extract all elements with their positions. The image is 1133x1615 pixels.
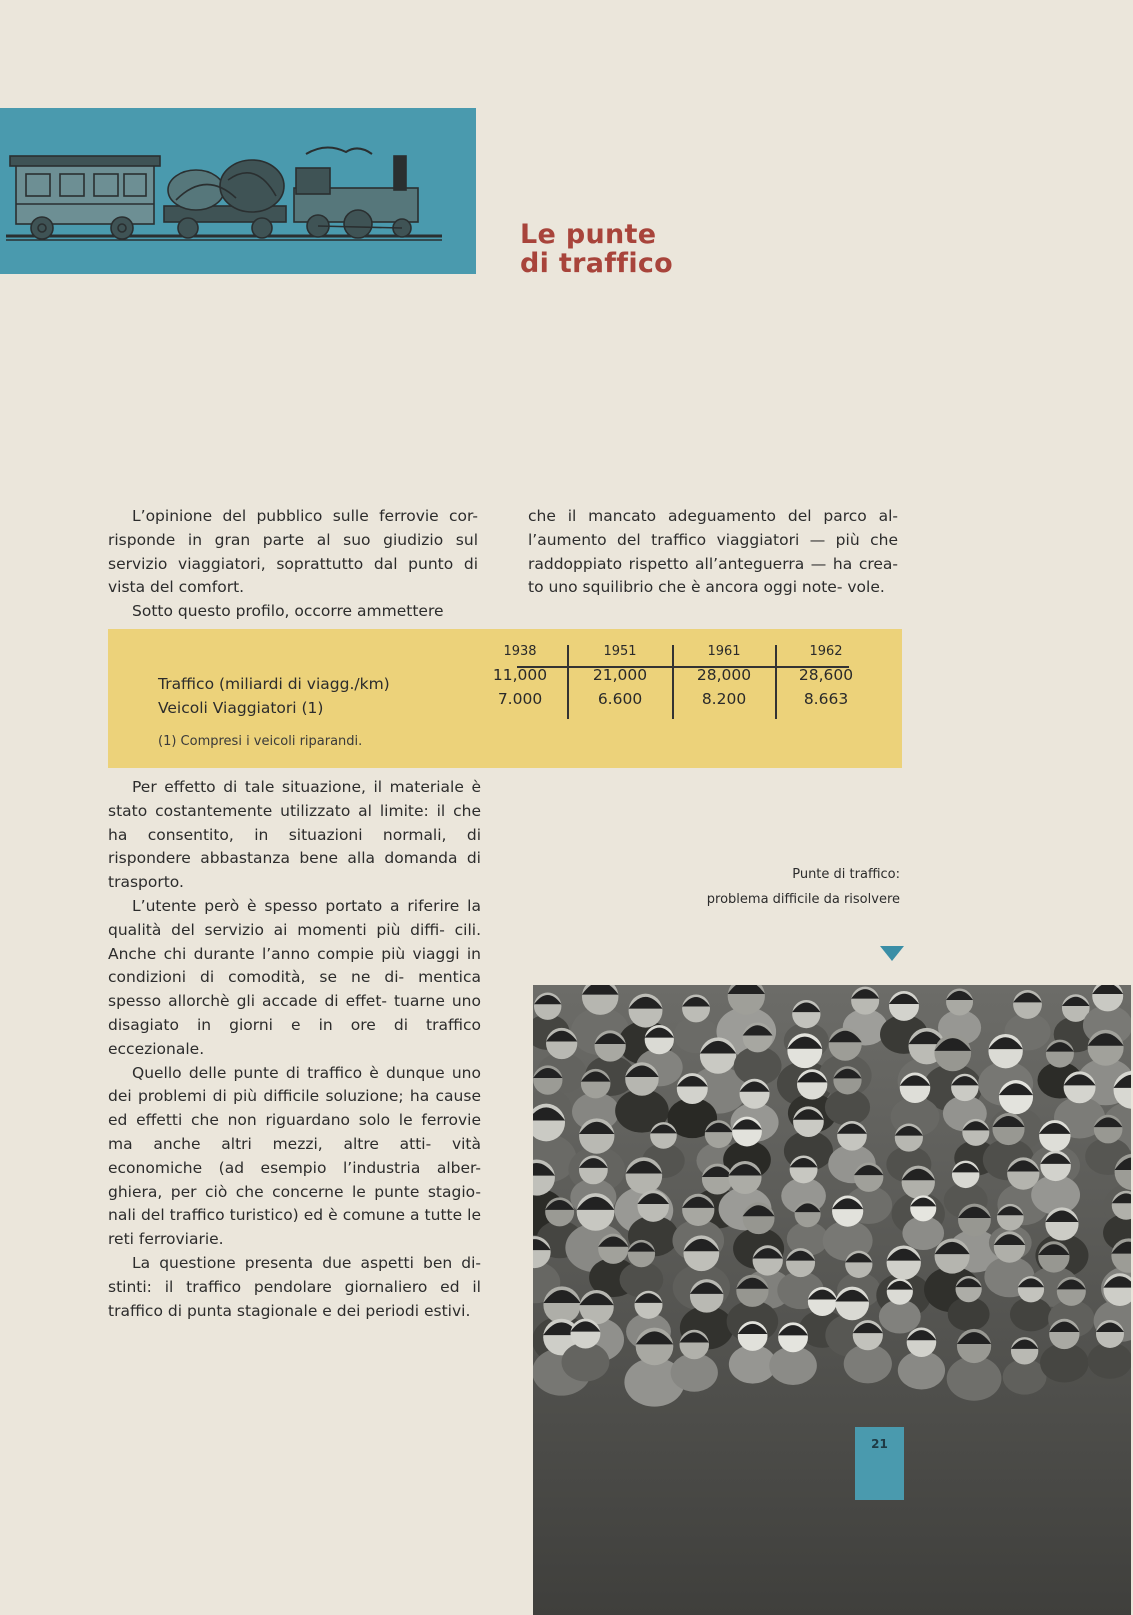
crowd-photo-image bbox=[533, 985, 1131, 1615]
page-number: 21 bbox=[871, 1437, 888, 1451]
caption-line-1: Punte di traffico: bbox=[792, 867, 900, 882]
table-cell: 8.663 bbox=[803, 690, 849, 708]
table-cell: 8.200 bbox=[701, 690, 747, 708]
body-column bbox=[108, 776, 481, 1323]
caption-arrow-icon bbox=[880, 946, 904, 961]
table-cell: 21,000 bbox=[592, 666, 648, 684]
table-cell: 6.600 bbox=[597, 690, 643, 708]
table-row-label-traffic: Traffico (miliardi di viagg./km) bbox=[158, 675, 390, 693]
table-cell: 7.000 bbox=[497, 690, 543, 708]
caption-line-2: problema difficile da risolvere bbox=[706, 892, 900, 907]
intro-paragraph: che il mancato adeguamento del parco al- l’aumento del traffico viaggiatori — più che raddoppiato rispetto all’anteguerra — ha crea- to uno squilibrio che è ancora oggi note- vole. bbox=[528, 507, 898, 597]
crowd-photograph bbox=[533, 985, 1131, 1615]
title-line-2: di traffico bbox=[520, 248, 674, 279]
photo-caption bbox=[640, 862, 900, 912]
table-column-1938 bbox=[468, 641, 572, 711]
table-year-header: 1951 bbox=[603, 644, 637, 659]
table-footnote: (1) Compresi i veicoli riparandi. bbox=[158, 734, 363, 749]
table-column-1962 bbox=[774, 641, 878, 711]
table-year-header: 1938 bbox=[503, 644, 537, 659]
intro-paragraph: L’opinione del pubblico sulle ferrovie cor- risponde in gran parte al suo giudizio sul servizio viaggiatori, soprattutto dal punto di vista del comfort. bbox=[108, 507, 478, 597]
intro-left-column bbox=[108, 505, 478, 624]
table-year-header: 1962 bbox=[809, 644, 843, 659]
train-engraving-illustration bbox=[6, 140, 442, 252]
body-paragraph: Quello delle punte di traffico è dunque uno dei problemi di più difficile soluzione; ha cause ed effetti che non riguardano solo le ferrovie ma anche altri mezzi, altre atti- vità economiche (ad esempio l’industria alber- ghiera, per ciò che concerne le punte stagio- nali del traffico turistico) ed è comune a tutte le reti ferroviarie. bbox=[108, 1063, 481, 1249]
table-column-1951 bbox=[568, 641, 672, 711]
title-line-1: Le punte bbox=[520, 219, 657, 250]
table-cell: 28,000 bbox=[696, 666, 752, 684]
table-column-1961 bbox=[672, 641, 776, 711]
table-cell: 11,000 bbox=[492, 666, 548, 684]
table-year-header: 1961 bbox=[707, 644, 741, 659]
table-row-label-vehicles: Veicoli Viaggiatori (1) bbox=[158, 699, 324, 717]
intro-right-column bbox=[528, 505, 898, 600]
page-title bbox=[520, 220, 673, 278]
body-paragraph: Per effetto di tale situazione, il materiale è stato costantemente utilizzato al limite: il che ha consentito, in situazioni normali, di rispondere abbastanza bene alla domanda di trasporto. bbox=[108, 778, 481, 892]
body-paragraph: L’utente però è spesso portato a riferire la qualità del servizio ai momenti più diffi- cili. Anche chi durante l’anno compie più viaggi in condizioni di comodità, se ne di- mentica spesso allorchè gli accade di effet- tuarne uno disagiato in giorni e in ore di traffico eccezionale. bbox=[108, 896, 481, 1058]
table-cell: 28,600 bbox=[798, 666, 854, 684]
intro-paragraph: Sotto questo profilo, occorre ammettere bbox=[132, 602, 444, 621]
body-paragraph: La questione presenta due aspetti ben di- stinti: il traffico pendolare giornaliero ed il traffico di punta stagionale e dei periodi estivi. bbox=[108, 1253, 481, 1320]
